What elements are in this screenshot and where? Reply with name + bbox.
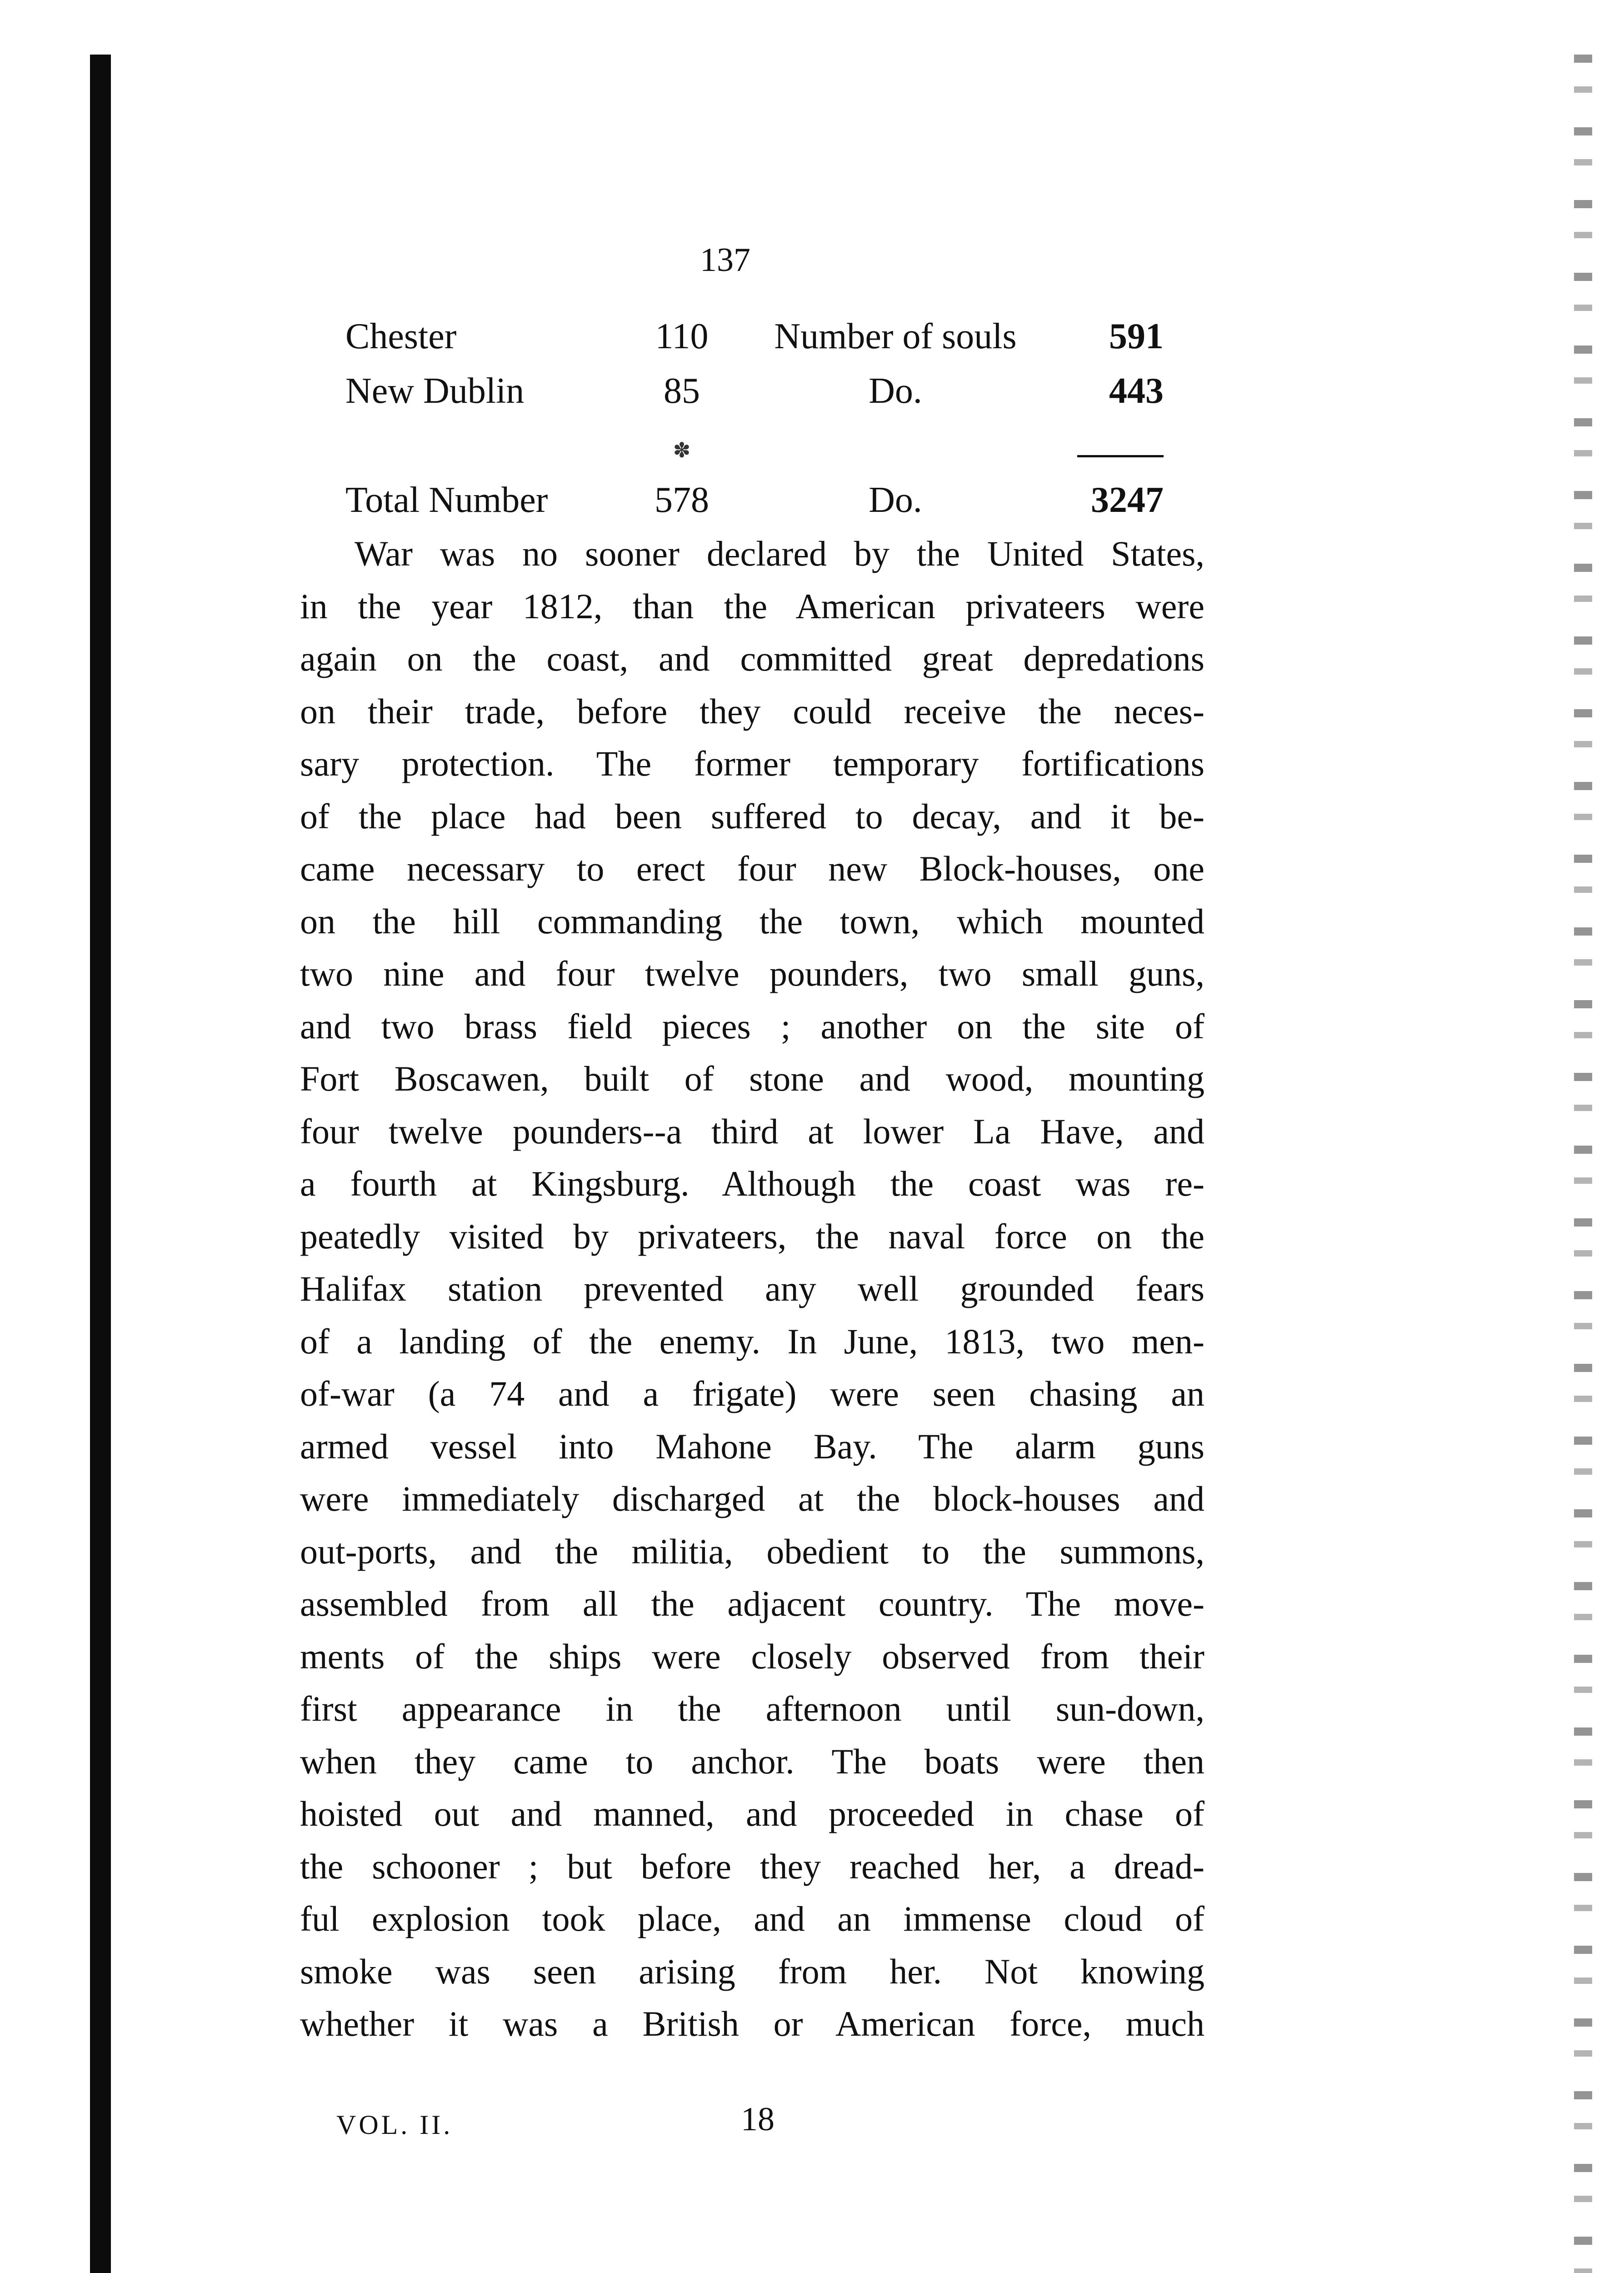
page-number: 137 (700, 241, 750, 279)
table-row (345, 364, 1164, 418)
text-line: a fourth at Kingsburg. Although the coast was re- (300, 1164, 1204, 1203)
text-line: hoisted out and manned, and proceeded in chase of (300, 1794, 1204, 1833)
text-line: of the place had been suffered to decay, and it be- (300, 796, 1204, 836)
text-line: War was no sooner declared by the United States, (355, 534, 1204, 573)
text-line: whether it was a British or American force, much (300, 2004, 1204, 2043)
text-line: on their trade, before they could receive the neces- (300, 691, 1204, 731)
souls-count: 3247 (1091, 480, 1164, 520)
signature-mark: 18 (741, 2101, 775, 2138)
text-line: ful explosion took place, and an immense cloud of (300, 1899, 1204, 1938)
page-edge-marks (1574, 55, 1592, 2273)
text-line: first appearance in the afternoon until sun-down, (300, 1689, 1204, 1728)
table-row (345, 309, 1164, 364)
family-count: 110 (655, 316, 709, 356)
souls-count: 591 (1109, 316, 1164, 356)
text-line: smoke was seen arising from her. Not knowing (300, 1951, 1204, 1991)
text-line: were immediately discharged at the block-houses and (300, 1479, 1204, 1518)
table-row (345, 473, 1164, 527)
place-name: New Dublin (345, 370, 525, 411)
place-name: Total Number (345, 480, 548, 520)
volume-mark: VOL. II. (336, 2110, 453, 2140)
text-line: armed vessel into Mahone Bay. The alarm guns (300, 1426, 1204, 1466)
family-count: 578 (655, 480, 709, 520)
text-line: assembled from all the adjacent country. The move- (300, 1584, 1204, 1623)
row-label: Number of souls (774, 316, 1017, 356)
text-line: of-war (a 74 and a frigate) were seen chasing an (300, 1374, 1204, 1413)
text-line: two nine and four twelve pounders, two small guns, (300, 954, 1204, 993)
binding-shadow (90, 55, 111, 2273)
souls-count: 443 (1109, 370, 1164, 411)
place-name: Chester (345, 316, 457, 356)
table-rule-row (345, 418, 1164, 473)
population-table (345, 309, 1164, 527)
text-line: peatedly visited by privateers, the naval force on the (300, 1216, 1204, 1256)
text-line: on the hill commanding the town, which mounted (300, 901, 1204, 941)
sum-rule (1077, 455, 1164, 457)
text-line: and two brass field pieces ; another on the site of (300, 1006, 1204, 1046)
text-line: came necessary to erect four new Block-houses, one (300, 849, 1204, 888)
text-line: again on the coast, and committed great depredations (300, 639, 1204, 678)
text-line: four twelve pounders--a third at lower La Have, and (300, 1111, 1204, 1151)
text-line: of a landing of the enemy. In June, 1813, two men- (300, 1321, 1204, 1361)
ink-blot-icon: ✽ (673, 438, 691, 462)
family-count: 85 (664, 370, 700, 411)
text-line: in the year 1812, than the American privateers were (300, 586, 1204, 626)
text-line: Fort Boscawen, built of stone and wood, mounting (300, 1059, 1204, 1098)
text-line: out-ports, and the militia, obedient to the summons, (300, 1531, 1204, 1571)
text-line: the schooner ; but before they reached her, a dread- (300, 1846, 1204, 1886)
row-label: Do. (869, 370, 922, 411)
text-line: sary protection. The former temporary fortifications (300, 744, 1204, 783)
text-line: Halifax station prevented any well grounded fears (300, 1269, 1204, 1308)
text-line: when they came to anchor. The boats were then (300, 1741, 1204, 1781)
body-paragraph (300, 527, 1204, 2050)
text-line: ments of the ships were closely observed from their (300, 1636, 1204, 1676)
row-label: Do. (869, 480, 922, 520)
